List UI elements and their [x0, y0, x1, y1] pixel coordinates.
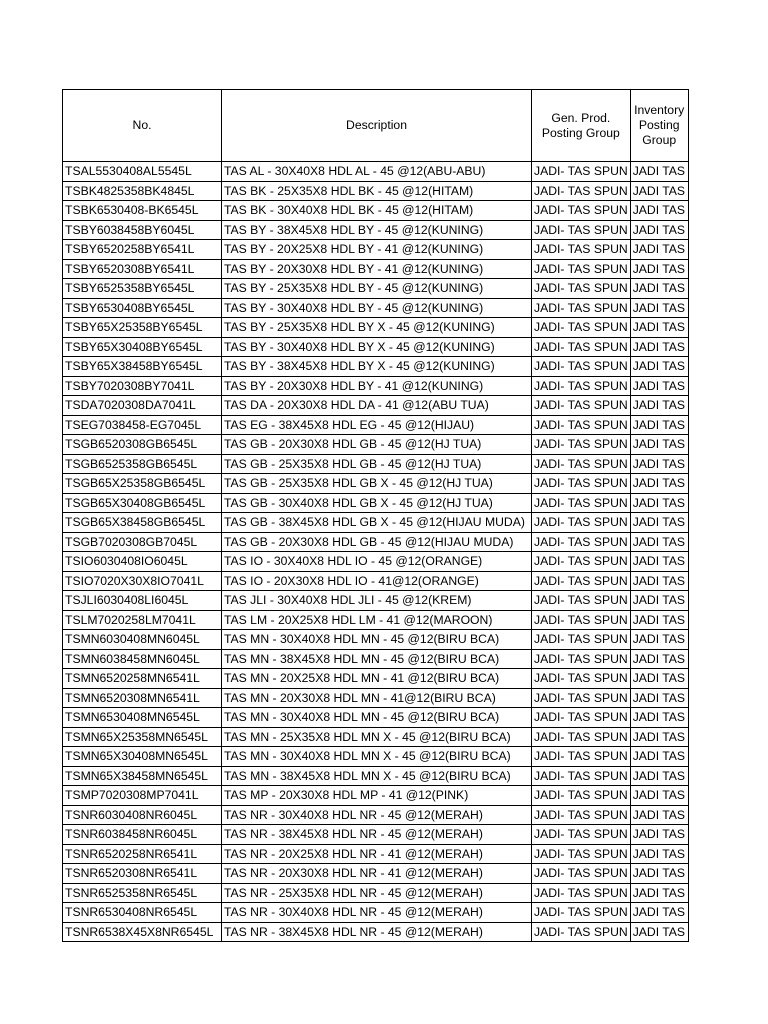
cell-inventory-posting-group: JADI TAS: [630, 630, 688, 650]
cell-inventory-posting-group: JADI TAS: [630, 864, 688, 884]
header-inventory-posting-group: Inventory Posting Group: [630, 90, 688, 162]
cell-description: TAS IO - 30X40X8 HDL IO - 45 @12(ORANGE): [222, 552, 532, 572]
cell-gen-prod-posting-group: JADI- TAS SPUN: [532, 610, 631, 630]
table-row: [63, 396, 689, 416]
cell-gen-prod-posting-group: JADI- TAS SPUN: [532, 805, 631, 825]
table-row: [63, 708, 689, 728]
cell-no: TSBK4825358BK4845L: [63, 181, 222, 201]
table-row: [63, 883, 689, 903]
cell-no: TSNR6538X45X8NR6545L: [63, 922, 222, 942]
cell-description: TAS IO - 20X30X8 HDL IO - 41@12(ORANGE): [222, 571, 532, 591]
cell-gen-prod-posting-group: JADI- TAS SPUN: [532, 825, 631, 845]
cell-inventory-posting-group: JADI TAS: [630, 318, 688, 338]
cell-inventory-posting-group: JADI TAS: [630, 922, 688, 942]
cell-inventory-posting-group: JADI TAS: [630, 493, 688, 513]
cell-no: TSIO6030408IO6045L: [63, 552, 222, 572]
cell-no: TSGB6525358GB6545L: [63, 454, 222, 474]
cell-inventory-posting-group: JADI TAS: [630, 396, 688, 416]
cell-no: TSNR6038458NR6045L: [63, 825, 222, 845]
cell-gen-prod-posting-group: JADI- TAS SPUN: [532, 513, 631, 533]
cell-no: TSBY6038458BY6045L: [63, 220, 222, 240]
table-row: [63, 552, 689, 572]
cell-gen-prod-posting-group: JADI- TAS SPUN: [532, 552, 631, 572]
cell-description: TAS MN - 30X40X8 HDL MN - 45 @12(BIRU BCA): [222, 708, 532, 728]
cell-gen-prod-posting-group: JADI- TAS SPUN: [532, 162, 631, 182]
cell-no: TSIO7020X30X8IO7041L: [63, 571, 222, 591]
cell-inventory-posting-group: JADI TAS: [630, 415, 688, 435]
cell-no: TSGB6520308GB6545L: [63, 435, 222, 455]
cell-no: TSBY6530408BY6545L: [63, 298, 222, 318]
table-row: [63, 201, 689, 221]
table-row: [63, 922, 689, 942]
cell-gen-prod-posting-group: JADI- TAS SPUN: [532, 493, 631, 513]
cell-inventory-posting-group: JADI TAS: [630, 844, 688, 864]
header-row: [63, 90, 689, 162]
cell-description: TAS BY - 25X35X8 HDL BY X - 45 @12(KUNING): [222, 318, 532, 338]
cell-description: TAS BY - 20X25X8 HDL BY - 41 @12(KUNING): [222, 240, 532, 260]
cell-gen-prod-posting-group: JADI- TAS SPUN: [532, 318, 631, 338]
cell-inventory-posting-group: JADI TAS: [630, 337, 688, 357]
table-body: [63, 162, 689, 942]
cell-description: TAS MN - 38X45X8 HDL MN X - 45 @12(BIRU BCA): [222, 766, 532, 786]
table-row: [63, 727, 689, 747]
cell-gen-prod-posting-group: JADI- TAS SPUN: [532, 727, 631, 747]
cell-gen-prod-posting-group: JADI- TAS SPUN: [532, 240, 631, 260]
cell-description: TAS MP - 20X30X8 HDL MP - 41 @12(PINK): [222, 786, 532, 806]
cell-inventory-posting-group: JADI TAS: [630, 883, 688, 903]
table-row: [63, 610, 689, 630]
cell-inventory-posting-group: JADI TAS: [630, 259, 688, 279]
cell-description: TAS MN - 25X35X8 HDL MN X - 45 @12(BIRU BCA): [222, 727, 532, 747]
table-row: [63, 669, 689, 689]
cell-description: TAS NR - 30X40X8 HDL NR - 45 @12(MERAH): [222, 903, 532, 923]
cell-no: TSMN65X30408MN6545L: [63, 747, 222, 767]
cell-inventory-posting-group: JADI TAS: [630, 571, 688, 591]
table-row: [63, 805, 689, 825]
cell-inventory-posting-group: JADI TAS: [630, 688, 688, 708]
cell-description: TAS NR - 38X45X8 HDL NR - 45 @12(MERAH): [222, 922, 532, 942]
cell-description: TAS LM - 20X25X8 HDL LM - 41 @12(MAROON): [222, 610, 532, 630]
cell-no: TSNR6520308NR6541L: [63, 864, 222, 884]
cell-inventory-posting-group: JADI TAS: [630, 220, 688, 240]
table-row: [63, 337, 689, 357]
cell-gen-prod-posting-group: JADI- TAS SPUN: [532, 688, 631, 708]
cell-inventory-posting-group: JADI TAS: [630, 532, 688, 552]
cell-description: TAS NR - 20X25X8 HDL NR - 41 @12(MERAH): [222, 844, 532, 864]
cell-no: TSGB7020308GB7045L: [63, 532, 222, 552]
cell-gen-prod-posting-group: JADI- TAS SPUN: [532, 844, 631, 864]
cell-no: TSAL5530408AL5545L: [63, 162, 222, 182]
cell-gen-prod-posting-group: JADI- TAS SPUN: [532, 649, 631, 669]
cell-gen-prod-posting-group: JADI- TAS SPUN: [532, 571, 631, 591]
cell-gen-prod-posting-group: JADI- TAS SPUN: [532, 376, 631, 396]
cell-description: TAS DA - 20X30X8 HDL DA - 41 @12(ABU TUA): [222, 396, 532, 416]
header-gen-prod-posting-group: Gen. Prod. Posting Group: [532, 90, 631, 162]
cell-gen-prod-posting-group: JADI- TAS SPUN: [532, 181, 631, 201]
table-row: [63, 279, 689, 299]
cell-inventory-posting-group: JADI TAS: [630, 474, 688, 494]
table-row: [63, 435, 689, 455]
cell-description: TAS MN - 20X25X8 HDL MN - 41 @12(BIRU BCA): [222, 669, 532, 689]
cell-description: TAS BY - 38X45X8 HDL BY X - 45 @12(KUNING): [222, 357, 532, 377]
cell-no: TSBY6520308BY6541L: [63, 259, 222, 279]
cell-gen-prod-posting-group: JADI- TAS SPUN: [532, 708, 631, 728]
cell-no: TSNR6030408NR6045L: [63, 805, 222, 825]
item-table: [62, 89, 689, 942]
table-row: [63, 376, 689, 396]
cell-no: TSNR6530408NR6545L: [63, 903, 222, 923]
cell-description: TAS JLI - 30X40X8 HDL JLI - 45 @12(KREM): [222, 591, 532, 611]
cell-description: TAS BY - 38X45X8 HDL BY - 45 @12(KUNING): [222, 220, 532, 240]
cell-gen-prod-posting-group: JADI- TAS SPUN: [532, 435, 631, 455]
cell-gen-prod-posting-group: JADI- TAS SPUN: [532, 201, 631, 221]
cell-description: TAS GB - 20X30X8 HDL GB - 45 @12(HIJAU MUDA): [222, 532, 532, 552]
cell-no: TSMN6038458MN6045L: [63, 649, 222, 669]
table-row: [63, 493, 689, 513]
cell-no: TSBY65X30408BY6545L: [63, 337, 222, 357]
table-row: [63, 220, 689, 240]
cell-no: TSDA7020308DA7041L: [63, 396, 222, 416]
cell-gen-prod-posting-group: JADI- TAS SPUN: [532, 474, 631, 494]
cell-description: TAS NR - 20X30X8 HDL NR - 41 @12(MERAH): [222, 864, 532, 884]
cell-description: TAS BY - 25X35X8 HDL BY - 45 @12(KUNING): [222, 279, 532, 299]
cell-description: TAS BY - 30X40X8 HDL BY - 45 @12(KUNING): [222, 298, 532, 318]
table-row: [63, 318, 689, 338]
cell-gen-prod-posting-group: JADI- TAS SPUN: [532, 630, 631, 650]
cell-inventory-posting-group: JADI TAS: [630, 591, 688, 611]
cell-gen-prod-posting-group: JADI- TAS SPUN: [532, 357, 631, 377]
cell-description: TAS GB - 20X30X8 HDL GB - 45 @12(HJ TUA): [222, 435, 532, 455]
table-row: [63, 591, 689, 611]
header-description: Description: [222, 90, 532, 162]
cell-no: TSBY6525358BY6545L: [63, 279, 222, 299]
cell-gen-prod-posting-group: JADI- TAS SPUN: [532, 454, 631, 474]
header-no: No.: [63, 90, 222, 162]
cell-gen-prod-posting-group: JADI- TAS SPUN: [532, 220, 631, 240]
cell-inventory-posting-group: JADI TAS: [630, 357, 688, 377]
cell-gen-prod-posting-group: JADI- TAS SPUN: [532, 786, 631, 806]
cell-gen-prod-posting-group: JADI- TAS SPUN: [532, 747, 631, 767]
table-row: [63, 844, 689, 864]
cell-no: TSMN6520258MN6541L: [63, 669, 222, 689]
table-row: [63, 259, 689, 279]
cell-no: TSMN6030408MN6045L: [63, 630, 222, 650]
cell-gen-prod-posting-group: JADI- TAS SPUN: [532, 298, 631, 318]
cell-inventory-posting-group: JADI TAS: [630, 162, 688, 182]
cell-inventory-posting-group: JADI TAS: [630, 825, 688, 845]
cell-no: TSJLI6030408LI6045L: [63, 591, 222, 611]
cell-inventory-posting-group: JADI TAS: [630, 298, 688, 318]
cell-description: TAS BY - 20X30X8 HDL BY - 41 @12(KUNING): [222, 259, 532, 279]
cell-no: TSGB65X25358GB6545L: [63, 474, 222, 494]
cell-gen-prod-posting-group: JADI- TAS SPUN: [532, 864, 631, 884]
cell-gen-prod-posting-group: JADI- TAS SPUN: [532, 883, 631, 903]
cell-inventory-posting-group: JADI TAS: [630, 610, 688, 630]
table-row: [63, 240, 689, 260]
cell-inventory-posting-group: JADI TAS: [630, 708, 688, 728]
cell-gen-prod-posting-group: JADI- TAS SPUN: [532, 669, 631, 689]
cell-inventory-posting-group: JADI TAS: [630, 786, 688, 806]
table-row: [63, 181, 689, 201]
cell-inventory-posting-group: JADI TAS: [630, 240, 688, 260]
cell-no: TSMN6520308MN6541L: [63, 688, 222, 708]
table-row: [63, 474, 689, 494]
cell-description: TAS MN - 30X40X8 HDL MN X - 45 @12(BIRU BCA): [222, 747, 532, 767]
table-row: [63, 415, 689, 435]
cell-no: TSEG7038458-EG7045L: [63, 415, 222, 435]
cell-inventory-posting-group: JADI TAS: [630, 279, 688, 299]
cell-no: TSMN65X38458MN6545L: [63, 766, 222, 786]
cell-inventory-posting-group: JADI TAS: [630, 181, 688, 201]
cell-no: TSBY6520258BY6541L: [63, 240, 222, 260]
cell-gen-prod-posting-group: JADI- TAS SPUN: [532, 903, 631, 923]
cell-inventory-posting-group: JADI TAS: [630, 201, 688, 221]
cell-description: TAS NR - 30X40X8 HDL NR - 45 @12(MERAH): [222, 805, 532, 825]
cell-description: TAS NR - 25X35X8 HDL NR - 45 @12(MERAH): [222, 883, 532, 903]
cell-gen-prod-posting-group: JADI- TAS SPUN: [532, 259, 631, 279]
cell-gen-prod-posting-group: JADI- TAS SPUN: [532, 766, 631, 786]
cell-inventory-posting-group: JADI TAS: [630, 435, 688, 455]
cell-no: TSMP7020308MP7041L: [63, 786, 222, 806]
cell-gen-prod-posting-group: JADI- TAS SPUN: [532, 415, 631, 435]
cell-inventory-posting-group: JADI TAS: [630, 552, 688, 572]
cell-no: TSBK6530408-BK6545L: [63, 201, 222, 221]
cell-gen-prod-posting-group: JADI- TAS SPUN: [532, 591, 631, 611]
cell-description: TAS MN - 38X45X8 HDL MN - 45 @12(BIRU BCA): [222, 649, 532, 669]
cell-description: TAS EG - 38X45X8 HDL EG - 45 @12(HIJAU): [222, 415, 532, 435]
table-row: [63, 903, 689, 923]
table-row: [63, 357, 689, 377]
cell-description: TAS AL - 30X40X8 HDL AL - 45 @12(ABU-ABU): [222, 162, 532, 182]
cell-no: TSBY65X25358BY6545L: [63, 318, 222, 338]
table-row: [63, 162, 689, 182]
cell-gen-prod-posting-group: JADI- TAS SPUN: [532, 337, 631, 357]
table-row: [63, 513, 689, 533]
cell-no: TSMN65X25358MN6545L: [63, 727, 222, 747]
cell-description: TAS GB - 38X45X8 HDL GB X - 45 @12(HIJAU MUDA): [222, 513, 532, 533]
table-row: [63, 571, 689, 591]
cell-description: TAS BK - 25X35X8 HDL BK - 45 @12(HITAM): [222, 181, 532, 201]
cell-description: TAS GB - 25X35X8 HDL GB - 45 @12(HJ TUA): [222, 454, 532, 474]
table-row: [63, 688, 689, 708]
cell-no: TSBY65X38458BY6545L: [63, 357, 222, 377]
table-row: [63, 298, 689, 318]
cell-inventory-posting-group: JADI TAS: [630, 727, 688, 747]
cell-description: TAS BY - 20X30X8 HDL BY - 41 @12(KUNING): [222, 376, 532, 396]
cell-inventory-posting-group: JADI TAS: [630, 805, 688, 825]
cell-no: TSBY7020308BY7041L: [63, 376, 222, 396]
table-row: [63, 630, 689, 650]
cell-inventory-posting-group: JADI TAS: [630, 747, 688, 767]
cell-description: TAS GB - 30X40X8 HDL GB X - 45 @12(HJ TUA): [222, 493, 532, 513]
cell-inventory-posting-group: JADI TAS: [630, 766, 688, 786]
table-row: [63, 766, 689, 786]
table-row: [63, 649, 689, 669]
cell-gen-prod-posting-group: JADI- TAS SPUN: [532, 279, 631, 299]
cell-no: TSGB65X38458GB6545L: [63, 513, 222, 533]
cell-no: TSNR6525358NR6545L: [63, 883, 222, 903]
cell-no: TSLM7020258LM7041L: [63, 610, 222, 630]
table-row: [63, 864, 689, 884]
cell-no: TSNR6520258NR6541L: [63, 844, 222, 864]
cell-description: TAS GB - 25X35X8 HDL GB X - 45 @12(HJ TUA): [222, 474, 532, 494]
cell-description: TAS MN - 30X40X8 HDL MN - 45 @12(BIRU BCA): [222, 630, 532, 650]
cell-no: TSGB65X30408GB6545L: [63, 493, 222, 513]
cell-gen-prod-posting-group: JADI- TAS SPUN: [532, 396, 631, 416]
cell-gen-prod-posting-group: JADI- TAS SPUN: [532, 922, 631, 942]
cell-inventory-posting-group: JADI TAS: [630, 376, 688, 396]
cell-description: TAS BY - 30X40X8 HDL BY X - 45 @12(KUNING): [222, 337, 532, 357]
cell-inventory-posting-group: JADI TAS: [630, 669, 688, 689]
cell-inventory-posting-group: JADI TAS: [630, 454, 688, 474]
cell-description: TAS BK - 30X40X8 HDL BK - 45 @12(HITAM): [222, 201, 532, 221]
cell-no: TSMN6530408MN6545L: [63, 708, 222, 728]
cell-inventory-posting-group: JADI TAS: [630, 513, 688, 533]
table-row: [63, 454, 689, 474]
cell-gen-prod-posting-group: JADI- TAS SPUN: [532, 532, 631, 552]
cell-description: TAS NR - 38X45X8 HDL NR - 45 @12(MERAH): [222, 825, 532, 845]
cell-description: TAS MN - 20X30X8 HDL MN - 41@12(BIRU BCA): [222, 688, 532, 708]
cell-inventory-posting-group: JADI TAS: [630, 903, 688, 923]
cell-inventory-posting-group: JADI TAS: [630, 649, 688, 669]
table-row: [63, 747, 689, 767]
table-row: [63, 786, 689, 806]
table-row: [63, 532, 689, 552]
table-row: [63, 825, 689, 845]
